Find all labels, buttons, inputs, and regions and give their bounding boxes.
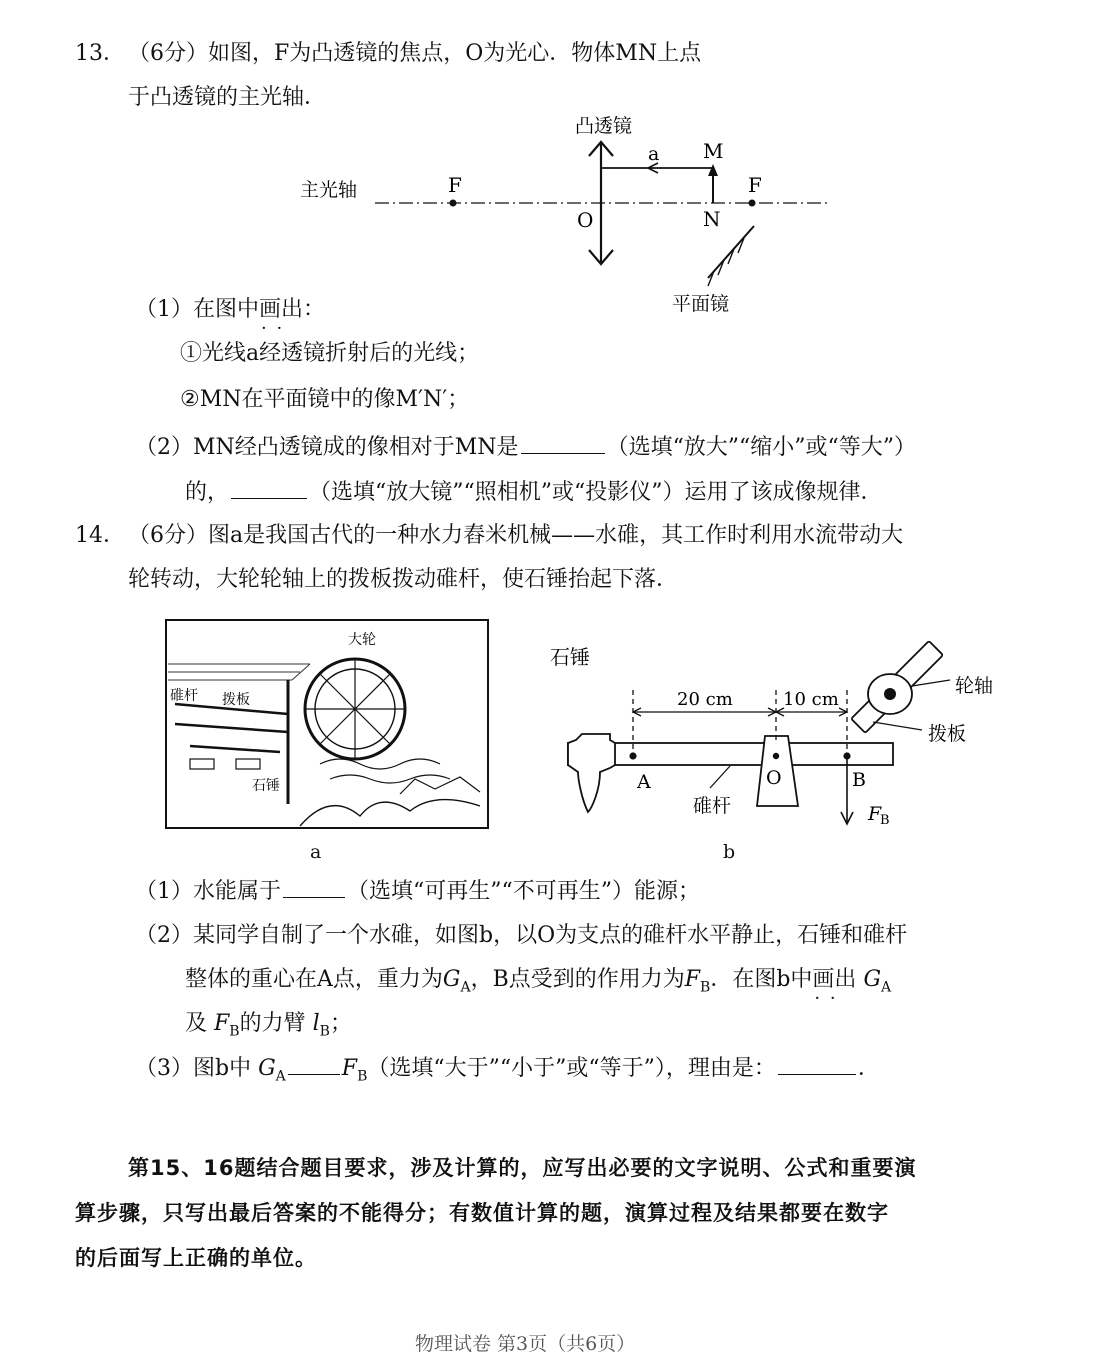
q14-p2-line1: （2）某同学自制了一个水碓，如图b，以O为支点的碓杆水平静止，石锤和碓杆 xyxy=(135,923,908,948)
answer-blank xyxy=(231,478,307,499)
focus-left xyxy=(450,200,457,207)
point-a xyxy=(629,752,636,759)
axis-label: 主光轴 xyxy=(300,179,358,201)
fig-b-paddle: 拨板 xyxy=(928,723,967,745)
fig-b-fb: F xyxy=(868,803,882,825)
fig-b-a: A xyxy=(637,771,651,793)
answer-blank xyxy=(521,433,605,454)
mirror-hatching xyxy=(708,238,744,286)
answer-blank xyxy=(778,1054,856,1075)
fig-b-o: O xyxy=(766,767,782,789)
a-label: a xyxy=(648,143,660,165)
page-footer: 物理试卷 第3页（共6页） xyxy=(415,1333,636,1355)
fig-b-rod: 碓杆 xyxy=(693,795,732,817)
f-left-label: F xyxy=(448,173,462,197)
fig-b-axle: 轮轴 xyxy=(955,675,994,697)
q13-p2-line2: 的， （选填“放大镜”“照相机”或“投影仪”）运用了该成像规律． xyxy=(185,480,883,505)
o-label: O xyxy=(577,208,594,232)
fig-a-big-wheel: 大轮 xyxy=(348,632,376,648)
f-right-label: F xyxy=(748,173,762,197)
mirror-label: 平面镜 xyxy=(672,293,730,315)
q14-p3: （3）图b中 $G_A$ $F_B$（选填“大于”“小于”或“等于”），理由是： ． xyxy=(135,1056,880,1085)
fig-b-fb-sub: B xyxy=(880,813,890,828)
instructions-line3: 的后面写上正确的单位。 xyxy=(75,1246,317,1270)
fig-b-b: B xyxy=(852,769,866,791)
figure-a-caption: a xyxy=(310,841,322,863)
q14-p2-line3: 及 $F_B$的力臂 $l_B$； xyxy=(185,1011,352,1040)
q13-stem-line1: （6分）如图，F为凸透镜的焦点，O为光心．物体MN上点 xyxy=(128,41,702,66)
figure-b-lever-diagram xyxy=(540,630,1010,830)
fig-b-dist1: 20 cm xyxy=(677,689,733,710)
q13-lens-diagram xyxy=(290,110,850,320)
fig-a-rod: 碓杆 xyxy=(170,688,198,704)
figure-b-caption: b xyxy=(723,841,736,863)
figure-a-illustration xyxy=(160,614,496,864)
q14-number: 14． xyxy=(75,523,125,548)
instructions-line2: 算步骤，只写出最后答案的不能得分；有数值计算的题，演算过程及结果都要在数字 xyxy=(75,1201,889,1225)
q14-p2-line2: 整体的重心在A点，重力为$G_A$，B点受到的作用力为$F_B$．在图b中画出 · · $G_A$ xyxy=(185,966,891,1001)
focus-right xyxy=(749,200,756,207)
q13-p2-line1: （2）MN经凸透镜成的像相对于MN是 （选填“放大”“缩小”或“等大”） xyxy=(135,435,917,460)
q13-p1-item2: ②MN在平面镜中的像M′N′； xyxy=(180,387,470,412)
instructions-line1: 第15、16题结合题目要求，涉及计算的，应写出必要的文字说明、公式和重要演 xyxy=(128,1156,917,1180)
lens-label: 凸透镜 xyxy=(575,115,633,137)
fig-b-dist2: 10 cm xyxy=(783,689,839,710)
answer-blank xyxy=(283,877,345,898)
object-arrowhead xyxy=(708,164,718,176)
q13-number: 13． xyxy=(75,41,125,66)
q14-p1: （1）水能属于 （选填“可再生”“不可再生”）能源； xyxy=(135,879,700,904)
m-label: M xyxy=(703,139,724,163)
q13-p1: （1）在图中画出 · ·： xyxy=(135,296,325,324)
fig-a-hammer: 石锤 xyxy=(252,778,280,794)
q13-p1-item1: ①光线a经透镜折射后的光线； xyxy=(180,341,480,366)
n-label: N xyxy=(703,207,721,231)
fig-b-hammer: 石锤 xyxy=(550,645,590,669)
plane-mirror xyxy=(708,226,754,278)
q14-stem-line2: 轮转动，大轮轮轴上的拨板拨动碓杆，使石锤抬起下落． xyxy=(128,567,679,592)
fig-a-paddle: 拨板 xyxy=(222,692,250,708)
stone-hammer xyxy=(568,734,615,812)
answer-blank xyxy=(288,1054,340,1075)
q13-stem-line2: 于凸透镜的主光轴． xyxy=(128,85,327,110)
q14-stem-line1: （6分）图a是我国古代的一种水力舂米机械——水碓，其工作时利用水流带动大 xyxy=(128,523,904,548)
